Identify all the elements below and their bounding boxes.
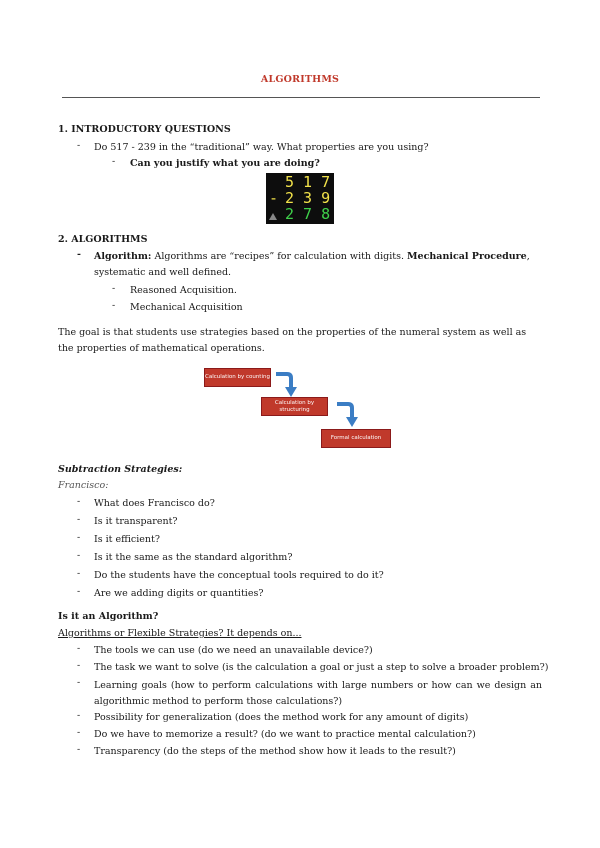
triangle-icon bbox=[269, 213, 277, 220]
list-item: Learning goals (how to perform calculations with large numbers or how can we design an algorithmic method to perform those calculations?) bbox=[94, 680, 542, 707]
bullet-dash: - bbox=[77, 710, 81, 721]
bullet-dash: - bbox=[77, 660, 81, 671]
question-2: Can you justify what you are doing? bbox=[130, 158, 320, 169]
list-item: Is it transparent? bbox=[94, 516, 178, 527]
title-divider bbox=[62, 97, 540, 98]
algorithm-definition bbox=[94, 250, 534, 263]
section2-heading: 2. ALGORITHMS bbox=[58, 234, 148, 245]
list-item: Is it the same as the standard algorithm? bbox=[94, 552, 293, 563]
list-item: The task we want to solve (is the calculation a goal or just a step to solve a broader problem?) bbox=[94, 662, 549, 673]
francisco-label: Francisco: bbox=[58, 480, 109, 491]
bullet-dash: - bbox=[77, 496, 81, 507]
algorithm-definition-line2: systematic and well defined. bbox=[94, 267, 232, 278]
bullet-dash: - bbox=[77, 643, 81, 654]
list-item: Do the students have the conceptual tools required to do it? bbox=[94, 570, 384, 581]
section4-subheading: Algorithms or Flexible Strategies? It depends on... bbox=[58, 628, 302, 639]
list-item: Transparency (do the steps of the method show how it leads to the result?) bbox=[94, 746, 456, 757]
list-item: Is it efficient? bbox=[94, 534, 160, 545]
algorithm-tail: , bbox=[526, 251, 530, 262]
list-item: Do we have to memorize a result? (do we want to practice mental calculation?) bbox=[94, 729, 476, 740]
flow-box-structuring: Calculation by structuring bbox=[261, 397, 328, 416]
page-title: ALGORITHMS bbox=[260, 74, 340, 85]
bullet-dash: - bbox=[77, 140, 81, 151]
section4-heading: Is it an Algorithm? bbox=[58, 611, 159, 622]
question-1: Do 517 - 239 in the “traditional” way. What properties are you using? bbox=[94, 142, 429, 153]
curved-arrow-icon bbox=[275, 370, 299, 400]
bullet-dash: - bbox=[112, 156, 116, 167]
mechanical-procedure-label: Mechanical Procedure bbox=[407, 251, 527, 262]
list-item: Are we adding digits or quantities? bbox=[94, 588, 264, 599]
section1-heading: 1. INTRODUCTORY QUESTIONS bbox=[58, 124, 231, 135]
sub-item-mechanical: Mechanical Acquisition bbox=[130, 302, 243, 313]
bullet-dash: - bbox=[77, 727, 81, 738]
minuend: 5 1 7 bbox=[285, 173, 331, 191]
list-item: Possibility for generalization (does the method work for any amount of digits) bbox=[94, 712, 469, 723]
subtrahend: 2 3 9 bbox=[285, 189, 331, 207]
bullet-dash: - bbox=[112, 283, 116, 294]
bullet-dash: - bbox=[77, 586, 81, 597]
curved-arrow-icon bbox=[336, 400, 360, 430]
bullet-dash: - bbox=[77, 514, 81, 525]
bullet-dash: - bbox=[77, 568, 81, 579]
flow-box-formal: Formal calculation bbox=[321, 429, 391, 448]
flow-box-counting: Calculation by counting bbox=[204, 368, 271, 387]
bullet-dash: - bbox=[77, 249, 81, 260]
bullet-dash: - bbox=[77, 532, 81, 543]
chalkboard-subtraction bbox=[266, 173, 334, 224]
algorithm-text: Algorithms are “recipes” for calculation with digits. bbox=[151, 251, 408, 262]
list-item: The tools we can use (do we need an unavailable device?) bbox=[94, 645, 373, 656]
subtraction-strategies-heading: Subtraction Strategies: bbox=[58, 464, 183, 475]
algorithm-label: Algorithm: bbox=[94, 251, 152, 262]
difference: 2 7 8 bbox=[285, 205, 331, 223]
bullet-dash: - bbox=[112, 300, 116, 311]
sub-item-reasoned: Reasoned Acquisition. bbox=[130, 285, 237, 296]
bullet-dash: - bbox=[77, 677, 81, 688]
goal-paragraph: The goal is that students use strategies based on the properties of the numeral system as well as the properties of mathematical operations. bbox=[58, 327, 527, 354]
bullet-dash: - bbox=[77, 744, 81, 755]
bullet-dash: - bbox=[77, 550, 81, 561]
minus-sign: - bbox=[269, 189, 279, 207]
list-item: What does Francisco do? bbox=[94, 498, 215, 509]
